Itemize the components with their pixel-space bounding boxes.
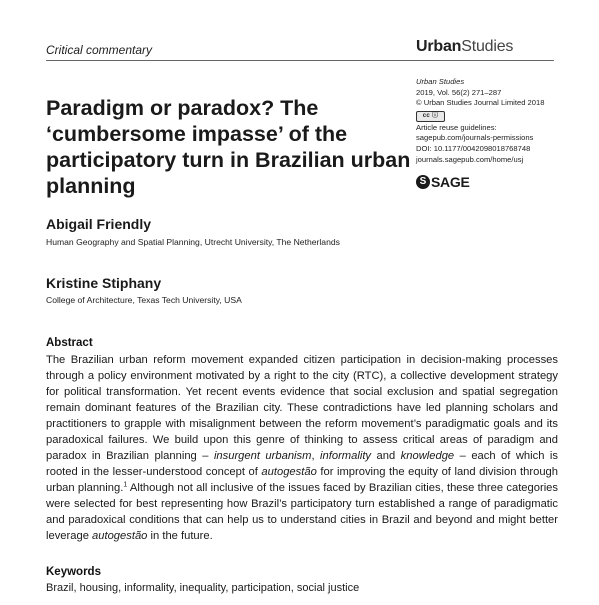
journal-logo-light: Studies bbox=[461, 38, 514, 55]
journal-homepage-link[interactable]: journals.sagepub.com/home/usj bbox=[416, 154, 524, 164]
copyright-line: © Urban Studies Journal Limited 2018 bbox=[416, 98, 545, 108]
publisher-name: SAGE bbox=[431, 174, 470, 190]
article-title: Paradigm or paradox? The ‘cumbersome impasse’ of the participatory turn in Brazilian urban planning bbox=[46, 96, 411, 198]
reuse-label: Article reuse guidelines: bbox=[416, 122, 497, 132]
author-name-1: Abigail Friendly bbox=[46, 216, 152, 232]
author-name-2: Kristine Stiphany bbox=[46, 275, 162, 291]
author-affiliation-2: College of Architecture, Texas Tech University, USA bbox=[46, 295, 242, 305]
abstract-heading: Abstract bbox=[46, 337, 93, 349]
footnote-marker[interactable]: 1 bbox=[123, 481, 128, 489]
section-label: Critical commentary bbox=[46, 43, 153, 57]
sage-s-icon: S bbox=[416, 175, 430, 189]
abstract-text: The Brazilian urban reform movement expanded citizen participation in decision-making processes through a policy environment motivated by a right to the city (RTC), a collective development strategy for political transformation. Yet recent events evidence that social exclusion and spatial segregation remain dominant features of the Brazilian city. These contradictions have led planning scholars and practitioners to grapple with misalignment between the reform movement’s paradigmatic goals and its paradoxical failures. We build upon this genre of thinking to assess critical areas of paradigm and paradox in Brazilian planning – insurgent urbanism, informality and knowledge – each of which is rooted in the lesser-understood concept of autogestão for improving the equity of land division through urban planning.$^1$ Although not all inclusive of the issues faced by Brazilian cities, these three categories were selected for best representing how Brazil’s participatory turn established a range of paradigmatic and paradoxical conditions that can help us to understand cities in Brazil and beyond and might better leverage autogestão in the future. bbox=[46, 354, 559, 542]
publisher-logo bbox=[416, 174, 469, 190]
keywords-heading: Keywords bbox=[46, 566, 101, 578]
author-affiliation-1: Human Geography and Spatial Planning, Utrecht University, The Netherlands bbox=[46, 237, 340, 247]
article-metadata bbox=[416, 77, 576, 165]
journal-logo bbox=[416, 38, 513, 56]
header-divider bbox=[46, 60, 554, 61]
volume-info: 2019, Vol. 56(2) 271–287 bbox=[416, 87, 502, 97]
journal-logo-bold: Urban bbox=[416, 38, 462, 55]
doi[interactable]: DOI: 10.1177/0042098018768748 bbox=[416, 143, 531, 153]
keywords-list: Brazil, housing, informality, inequality, participation, social justice bbox=[46, 582, 360, 594]
reuse-link[interactable]: sagepub.com/journals-permissions bbox=[416, 133, 534, 143]
journal-name: Urban Studies bbox=[416, 77, 465, 86]
creative-commons-icon: cc ⓘ bbox=[416, 111, 445, 122]
